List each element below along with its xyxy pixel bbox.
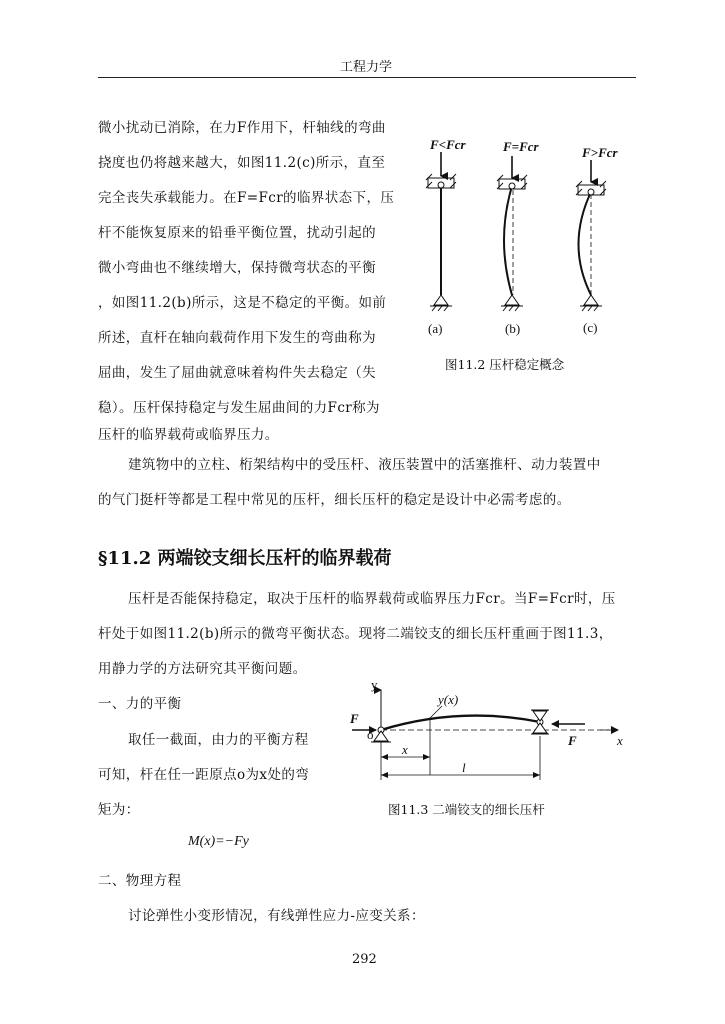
running-header: 工程力学	[340, 60, 393, 75]
label-x-axis: x	[617, 733, 623, 748]
text-line: 挠度也仍将越来越大，如图11.2(c)所示，直至	[98, 155, 386, 171]
label-c: (c)	[583, 320, 598, 335]
figure-11-2-caption: 图11.2 压杆稳定概念	[445, 357, 565, 372]
label-y-axis: y	[371, 677, 378, 692]
label-a: (a)	[428, 321, 443, 336]
text-line: 讨论弹性小变形情况，有线弹性应力-应变关系：	[128, 908, 425, 924]
text-line: 稳）。压杆保持稳定与发生屈曲间的力Fcr称为	[98, 400, 380, 416]
text-line: ，如图11.2(b)所示，这是不稳定的平衡。如前	[98, 295, 387, 311]
column-c	[576, 160, 606, 311]
label-yx: y(x)	[438, 692, 459, 707]
text-line: 压杆是否能保持稳定，取决于压杆的临界载荷或临界压力Fcr。当F=Fcr时，压	[128, 591, 616, 607]
label-length: l	[462, 760, 466, 775]
text-line: 屈曲，发生了屈曲就意味着构件失去稳定（失	[98, 365, 376, 381]
text-line: 杆不能恢复原来的铅垂平衡位置，扰动引起的	[98, 225, 376, 241]
label-origin: o	[367, 727, 374, 742]
subsection-title: 一、力的平衡	[98, 696, 182, 712]
text-line: 所述，直杆在轴向载荷作用下发生的弯曲称为	[98, 330, 376, 346]
text-line: 矩为：	[98, 802, 140, 818]
page-number: 292	[352, 952, 377, 967]
text-line: 微小弯曲也不继续增大，保持微弯状态的平衡	[98, 260, 376, 276]
equation-moment: M(x)=−Fy	[188, 834, 249, 849]
text-line: 压杆的临界载荷或临界压力。	[98, 427, 279, 443]
label-force-right: F	[568, 733, 577, 748]
label-a-force: F<Fcr	[430, 137, 466, 152]
text-line: 微小扰动已消除，在力F作用下，杆轴线的弯曲	[98, 120, 386, 136]
text-line: 取任一截面，由力的平衡方程	[128, 732, 309, 748]
label-x-dimension: x	[402, 742, 408, 757]
text-line: 用静力学的方法研究其平衡问题。	[98, 661, 307, 677]
figure-11-3-caption: 图11.3 二端铰支的细长压杆	[388, 802, 545, 817]
label-b: (b)	[505, 321, 521, 336]
text-line: 建筑物中的立柱、桁架结构中的受压杆、液压装置中的活塞推杆、动力装置中	[128, 457, 601, 473]
section-title: §11.2 两端铰支细长压杆的临界载荷	[98, 548, 392, 569]
label-b-force: F=Fcr	[503, 139, 539, 154]
column-b	[497, 156, 527, 311]
text-line: 的气门挺杆等都是工程中常见的压杆，细长压杆的稳定是设计中必需考虑的。	[98, 492, 571, 508]
text-line: 可知，杆在任一距原点o为x处的弯	[98, 767, 310, 783]
figure-11-3	[352, 690, 618, 780]
label-c-force: F>Fcr	[582, 145, 618, 160]
subsection-title: 二、物理方程	[98, 873, 182, 889]
label-force-left: F	[350, 711, 359, 726]
text-line: 完全丧失承载能力。在F=Fcr的临界状态下，压	[98, 190, 395, 206]
text-line: 杆处于如图11.2(b)所示的微弯平衡状态。现将二端铰支的细长压杆重画于图11.3，	[98, 626, 613, 642]
column-a	[426, 152, 456, 311]
